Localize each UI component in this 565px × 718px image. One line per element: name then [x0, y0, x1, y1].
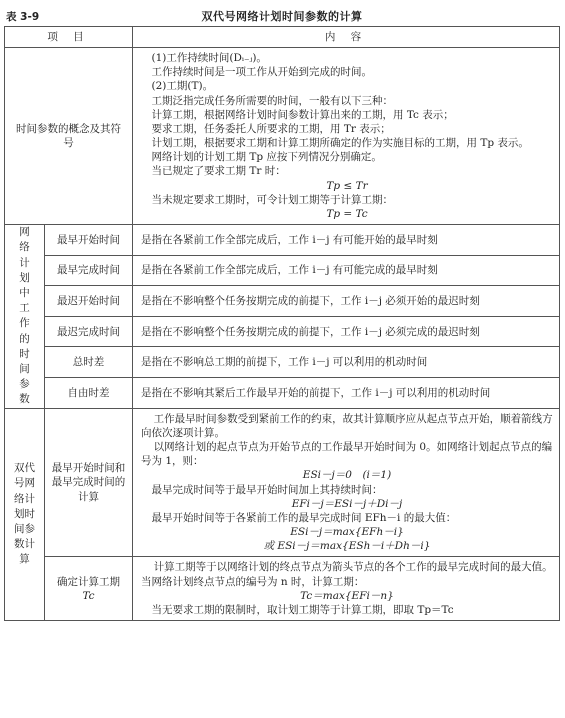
param-name: 总时差 [45, 347, 133, 378]
table-number: 表 3-9 [6, 11, 40, 23]
section-params-label: 网 络 计 划 中 工 作 的 时 间 参 数 [5, 225, 45, 409]
section-concepts-label: 时间参数的概念及其符号 [5, 48, 133, 225]
table-caption [4, 8, 560, 26]
calc-paragraph: 工作最早时间参数受到紧前工作的约束，故其计算顺序应从起点节点开始，顺着箭线方向依次逐项计算。 [141, 412, 553, 439]
concept-line: 工期泛指完成任务所需要的时间，一般有以下三种： [151, 94, 393, 107]
param-desc: 是指在各紧前工作全部完成后，工作 i－j 有可能完成的最早时刻 [133, 255, 560, 286]
param-row [5, 225, 560, 256]
formula: 或 ESi－j＝max{ESh－i＋Dh－i} [263, 540, 431, 553]
calc-row-duration [5, 557, 560, 621]
section-calc-label: 双代 号网 络计 划时 间参 数计 算 [5, 408, 45, 620]
param-row [5, 378, 560, 409]
calc-paragraph: 计算工期等于以网络计划的终点节点为箭头节点的各个工作的最早完成时间的最大值。当网络计划终点节点的编号为 n 时，计算工期： [141, 561, 553, 588]
param-row [5, 316, 560, 347]
calc-line: 最早开始时间等于各紧前工作的最早完成时间 EFh－i 的最大值： [151, 511, 457, 524]
concept-line: 计划工期，根据要求工期和计算工期所确定的作为实施目标的工期，用 Tp 表示。 [151, 137, 529, 150]
calc-line: 最早完成时间等于最早开始时间加上其持续时间： [151, 483, 383, 496]
param-desc: 是指在不影响其紧后工作最早开始的前提下，工作 i－j 可以利用的机动时间 [133, 378, 560, 409]
header-item: 项 目 [5, 27, 133, 48]
table-header-row [5, 27, 560, 48]
param-row [5, 347, 560, 378]
param-desc: 是指在不影响整个任务按期完成的前提下，工作 i－j 必须完成的最迟时刻 [133, 316, 560, 347]
param-name: 最早完成时间 [45, 255, 133, 286]
formula: EFi－j＝ESi－j＋Di－j [291, 497, 403, 510]
concept-line: (1)工作持续时间(Dᵢ₋ⱼ)。 [151, 52, 267, 64]
concept-line: 当已规定了要求工期 Tr 时： [151, 165, 286, 178]
calc-paragraph: 以网络计划的起点节点为开始节点的工作最早开始时间为 0。如网络计划起点节点的编号为 1，则： [141, 441, 553, 468]
formula: Tp = Tc [326, 207, 368, 220]
param-row [5, 286, 560, 317]
calc-row-earliest [5, 408, 560, 557]
formula: Tc＝max{EFi－n} [300, 589, 394, 602]
calc-duration-name: 确定计算工期 Tc [45, 557, 133, 621]
table-title: 双代号网络计划时间参数的计算 [201, 10, 363, 23]
param-desc: 是指在不影响总工期的前提下，工作 i－j 可以利用的机动时间 [133, 347, 560, 378]
concept-line: 当未规定要求工期时，可令计划工期等于计算工期： [151, 193, 393, 206]
concept-line: 要求工期，任务委托人所要求的工期，用 Tr 表示； [151, 122, 391, 135]
calc-earliest-content [133, 408, 560, 557]
param-name: 自由时差 [45, 378, 133, 409]
param-name: 最早开始时间 [45, 225, 133, 256]
param-desc: 是指在各紧前工作全部完成后，工作 i－j 有可能开始的最早时刻 [133, 225, 560, 256]
calc-duration-content [133, 557, 560, 621]
param-desc: 是指在不影响整个任务按期完成的前提下，工作 i－j 必须开始的最迟时刻 [133, 286, 560, 317]
concept-line: 网络计划的计划工期 Tp 应按下列情况分别确定。 [151, 151, 382, 164]
formula: ESi－j＝0 (i＝1) [302, 469, 392, 482]
param-row [5, 255, 560, 286]
formula: ESi－j＝max{EFh－i} [290, 526, 404, 539]
formula: Tp ≤ Tr [326, 179, 368, 192]
param-name: 最迟完成时间 [45, 316, 133, 347]
concept-line: 工作持续时间是一项工作从开始到完成的时间。 [151, 66, 372, 79]
section-concepts-row [5, 48, 560, 225]
section-concepts-content [133, 48, 560, 225]
calc-earliest-name: 最早开始时间和最早完成时间的计算 [45, 408, 133, 557]
concept-line: 计算工期，根据网络计划时间参数计算出来的工期，用 Tc 表示； [151, 108, 454, 121]
param-name: 最迟开始时间 [45, 286, 133, 317]
calc-line: 当无要求工期的限制时，取计划工期等于计算工期，即取 Tp＝Tc [151, 603, 454, 616]
header-content: 内 容 [133, 27, 560, 48]
concept-line: (2)工期(T)。 [151, 80, 214, 93]
time-parameter-table [4, 26, 560, 621]
